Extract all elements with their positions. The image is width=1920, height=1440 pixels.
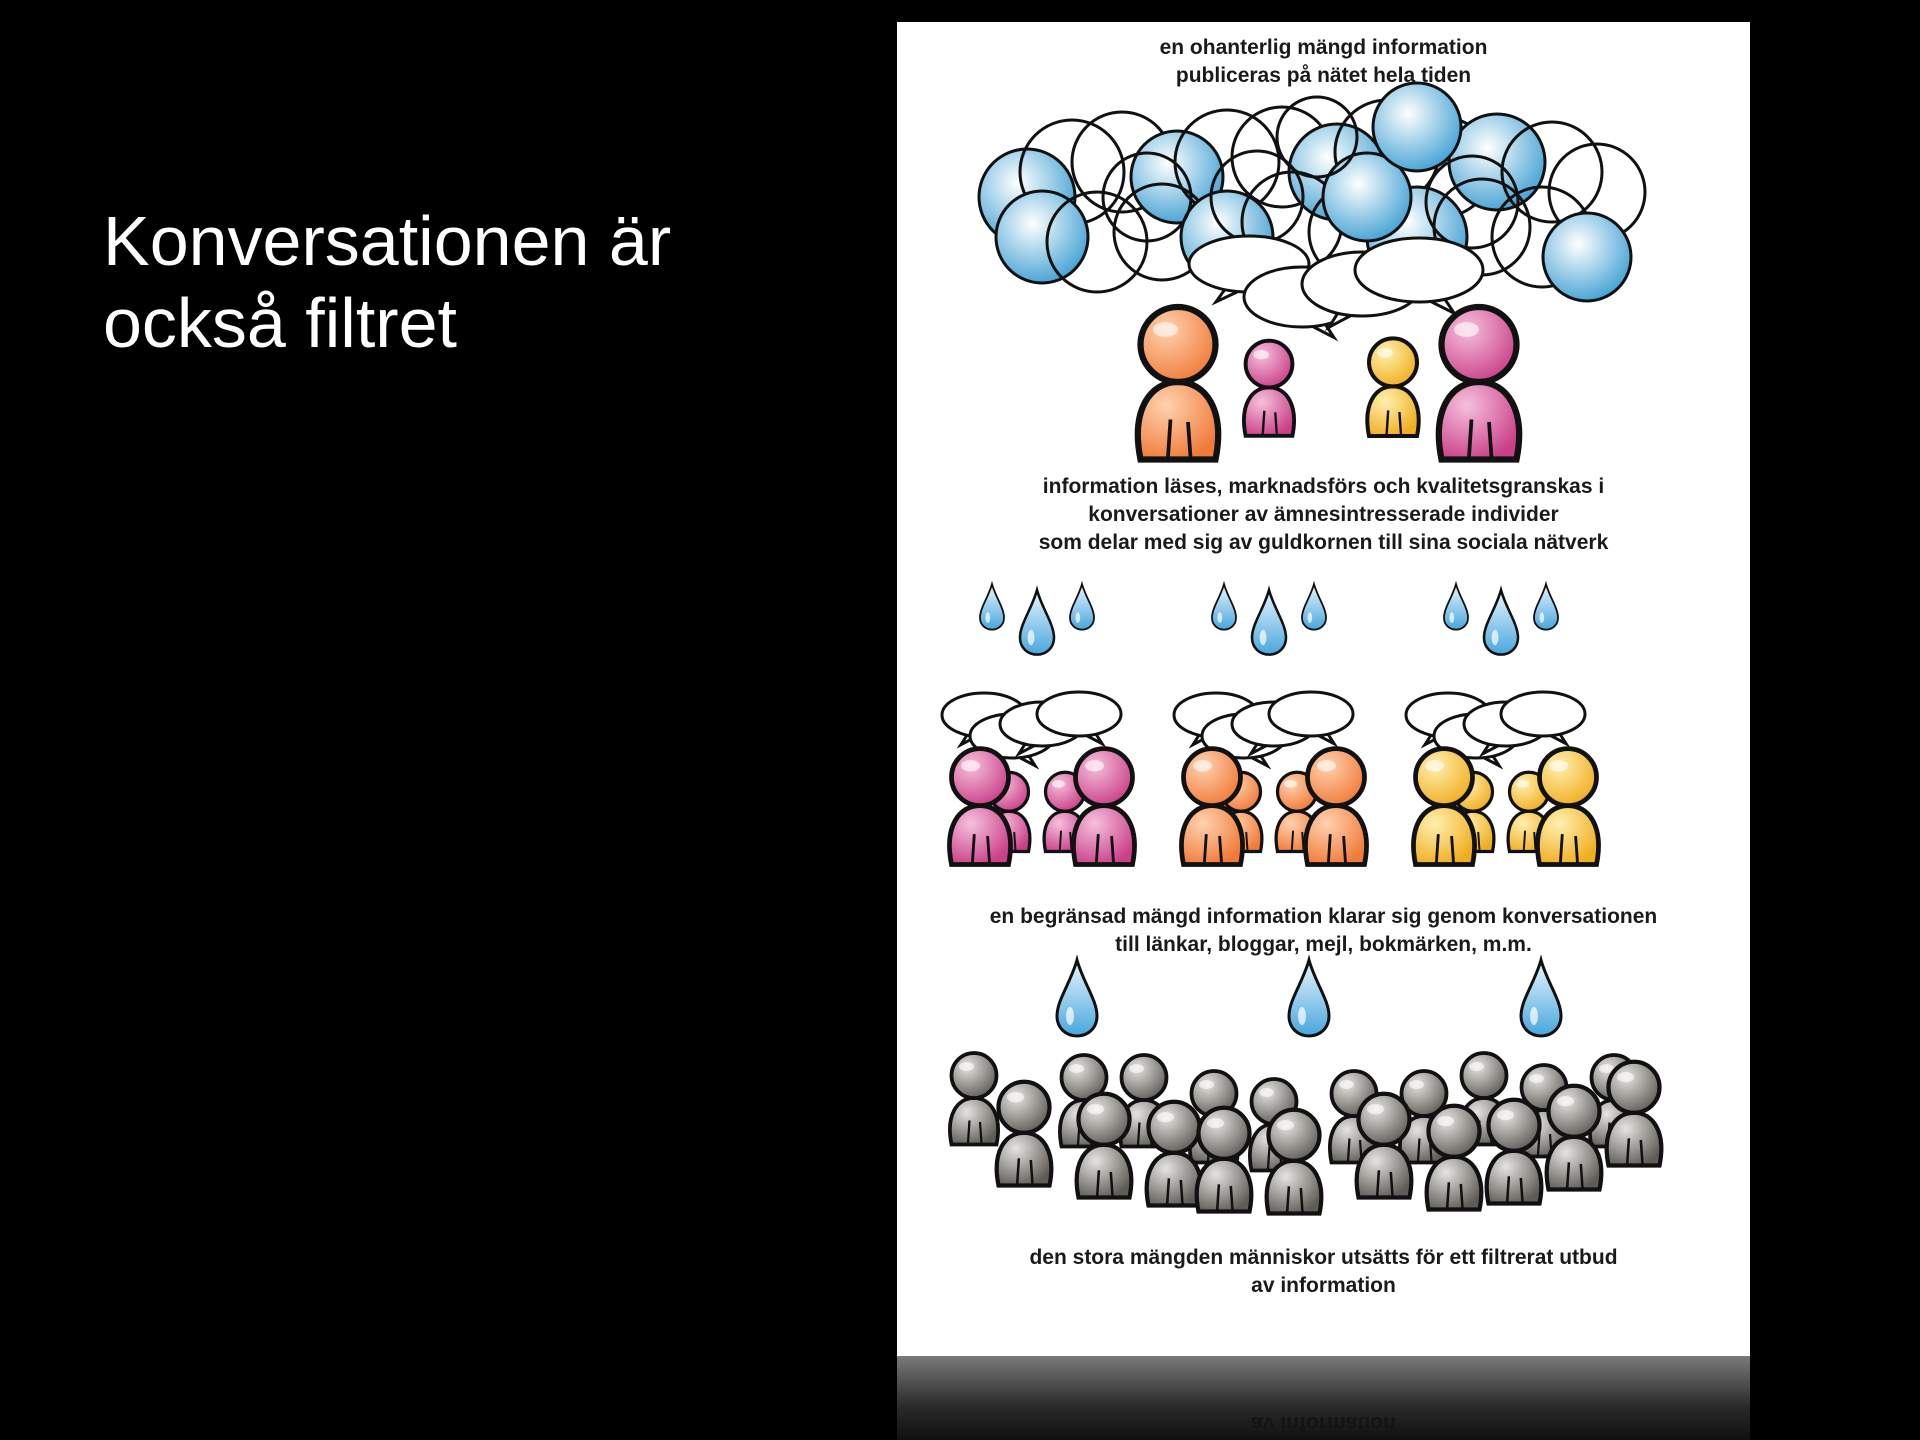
- drop-icon: [1521, 960, 1561, 1036]
- caption-lower-line-1: en begränsad mängd information klarar sig genom konversationen: [989, 905, 1658, 928]
- person-icon: [1306, 749, 1367, 865]
- drop-icon: [1212, 584, 1236, 630]
- drop-icon: [1057, 960, 1097, 1036]
- person-icon: [1138, 307, 1218, 460]
- title-line-1: Konversationen är: [103, 202, 672, 280]
- conversation-group: [1174, 692, 1366, 865]
- caption-middle-line-2: konversationer av ämnesintresserade individer: [1088, 503, 1559, 526]
- drop-icon: [1289, 960, 1329, 1036]
- drop-icon: [1020, 590, 1054, 655]
- illustration-art: [897, 22, 1750, 1356]
- information-filter-illustration: [897, 22, 1750, 1356]
- drop-icon: [1070, 584, 1094, 630]
- drop-icon: [1252, 590, 1286, 655]
- drop-icon: [1302, 584, 1326, 630]
- figure-reflection: [897, 1356, 1750, 1440]
- person-icon: [997, 1082, 1052, 1186]
- caption-top-line-1: en ohanterlig mängd information: [1159, 36, 1488, 59]
- person-icon: [1439, 307, 1519, 460]
- cloud-circle: [996, 191, 1088, 283]
- caption-lower-line-2: till länkar, bloggar, mejl, bokmärken, m.m.: [1115, 933, 1532, 956]
- caption-lower: [897, 903, 1750, 959]
- cloud-circle: [1373, 83, 1461, 171]
- caption-bottom-line-1: den stora mängden människor utsätts för ett filtrerat utbud: [1029, 1246, 1618, 1269]
- person-icon: [1074, 749, 1135, 865]
- caption-middle: [897, 473, 1750, 557]
- drop-icon: [980, 584, 1004, 630]
- drops-row-2: [1057, 960, 1561, 1036]
- person-icon: [1367, 338, 1418, 436]
- drop-icon: [1534, 584, 1558, 630]
- conversation-group: [942, 692, 1134, 865]
- conversation-group: [1406, 692, 1598, 865]
- drop-icon: [1484, 590, 1518, 655]
- title-line-2: också filtret: [103, 284, 457, 362]
- caption-top: [897, 34, 1750, 90]
- speech-bubbles-top: [1189, 236, 1483, 338]
- caption-middle-line-3: som delar med sig av guldkornen till sina sociala nätverk: [1038, 531, 1609, 554]
- cloud-circle: [1543, 213, 1631, 301]
- reflection-text: av information: [1251, 1412, 1396, 1435]
- caption-bottom: [897, 1244, 1750, 1300]
- drop-icon: [1444, 584, 1468, 630]
- caption-top-line-2: publiceras på nätet hela tiden: [1175, 64, 1472, 87]
- person-icon: [950, 1053, 998, 1145]
- drops-row-1: [980, 584, 1558, 655]
- person-icon: [1538, 749, 1599, 865]
- person-icon: [1244, 341, 1294, 436]
- crowd-gray: [950, 1053, 1661, 1214]
- conversation-groups: [942, 692, 1598, 865]
- caption-middle-line-1: information läses, marknadsförs och kvalitetsgranskas i: [1042, 475, 1605, 498]
- slide-title: [103, 200, 803, 364]
- caption-bottom-line-2: av information: [1251, 1274, 1396, 1297]
